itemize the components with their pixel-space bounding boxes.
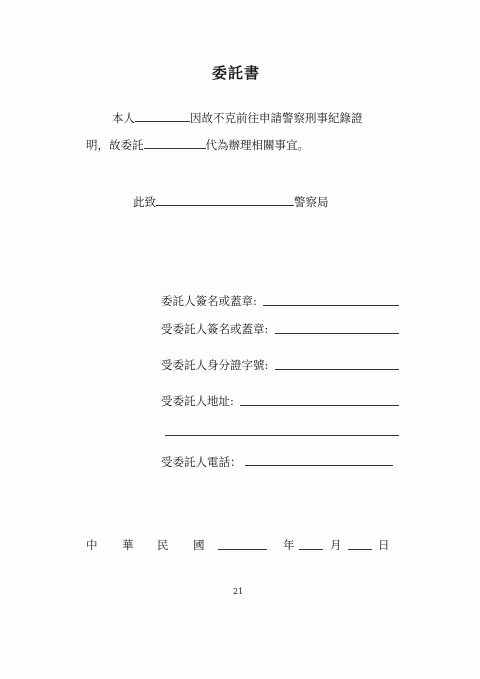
principal-sign-line[interactable] [263,305,399,306]
year-label: 年 [283,538,295,552]
month-label: 月 [330,538,342,552]
date-char-1: 中 [86,538,98,552]
principal-name-blank[interactable] [135,110,190,122]
agent-phone-label: 受委託人電話： [161,455,242,469]
agent-id-line[interactable] [275,369,399,370]
line2-suffix: 代為辦理相關事宜。 [205,138,309,152]
day-label: 日 [378,538,390,552]
agent-sign-line[interactable] [275,333,399,334]
month-blank[interactable] [299,549,323,550]
page-number: 21 [233,587,244,596]
date-char-4: 國 [193,538,205,552]
agent-address-line-2[interactable] [165,435,399,436]
agent-address-line-1[interactable] [240,405,399,406]
addressee-suffix: 警察局 [294,195,329,209]
agent-phone-line[interactable] [245,465,393,466]
agent-address-label: 受委託人地址: [161,394,234,408]
line1-prefix: 本人 [112,111,135,125]
day-blank[interactable] [348,549,372,550]
year-blank[interactable] [218,549,267,550]
paragraph-line-1 [112,110,363,125]
document-title: 委託書 [212,64,261,82]
addressee-line [133,194,329,209]
addressee-prefix: 此致 [133,195,156,209]
agent-name-blank[interactable] [144,137,206,149]
police-station-blank[interactable] [156,194,294,206]
paragraph-line-2 [86,137,309,152]
agent-id-label: 受委託人身分證字號: [161,358,269,372]
line2-prefix: 明，故委託 [86,138,144,152]
date-char-2: 華 [122,538,134,552]
principal-sign-label: 委託人簽名或蓋章: [161,294,257,308]
date-char-3: 民 [157,538,169,552]
line1-suffix: 因故不克前往申請警察刑事紀錄證 [190,111,363,125]
agent-sign-label: 受委託人簽名或蓋章: [161,322,269,336]
